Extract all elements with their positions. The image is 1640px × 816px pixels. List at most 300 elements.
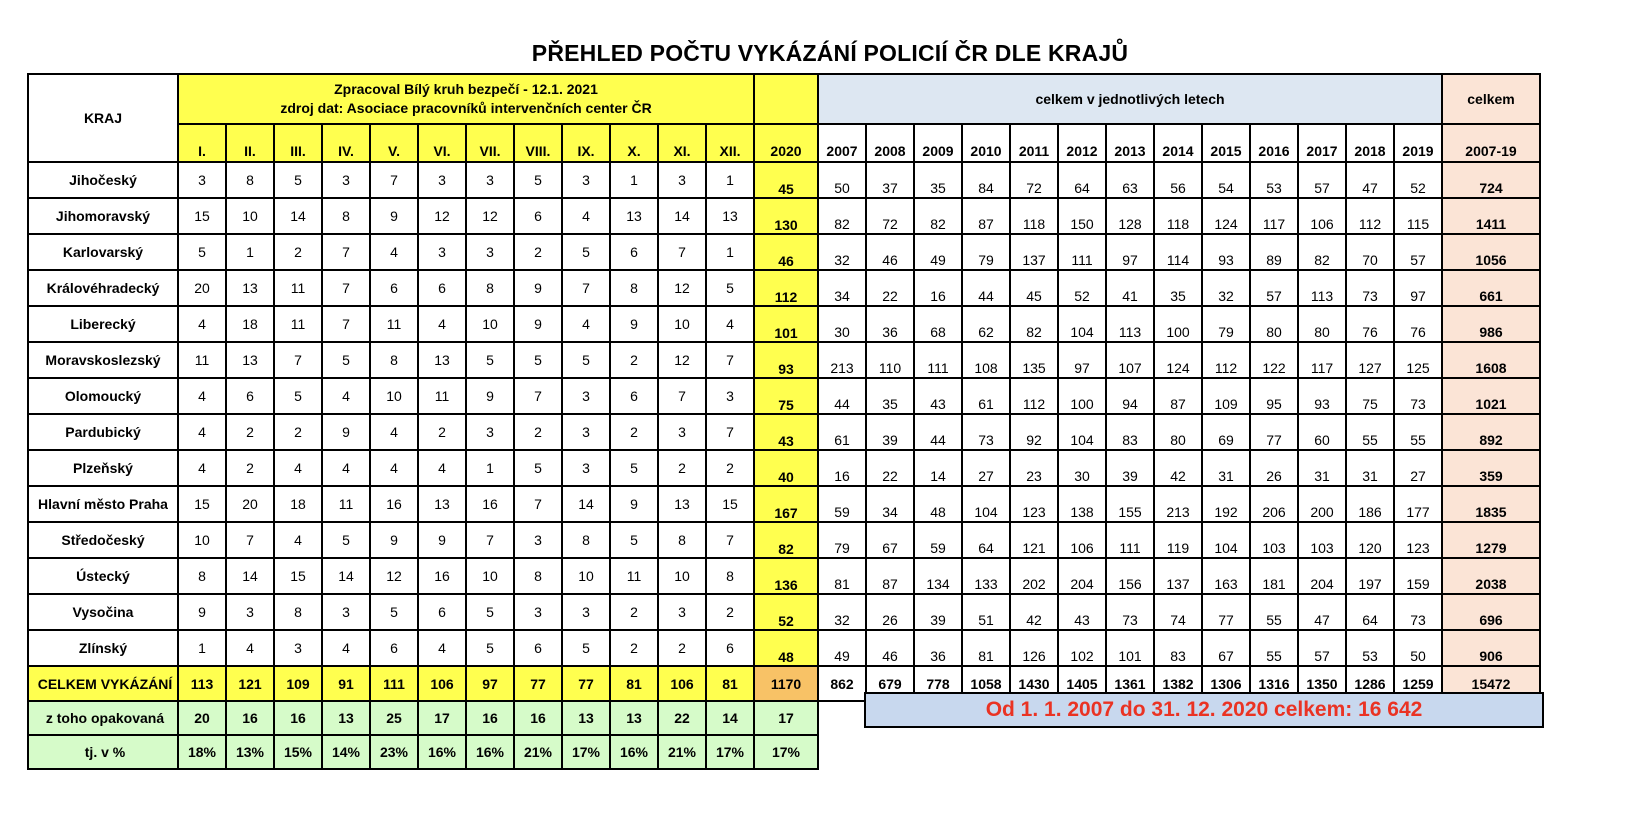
region-name: Středočeský: [28, 522, 178, 558]
year-header: 2017: [1298, 124, 1346, 162]
month-value: 5: [706, 270, 754, 306]
month-value: 5: [466, 594, 514, 630]
opakovana-month-value: 13: [322, 701, 370, 735]
month-value: 2: [610, 342, 658, 378]
month-value: 8: [658, 522, 706, 558]
year-header: 2014: [1154, 124, 1202, 162]
table-row: [28, 270, 1540, 306]
total-value: 359: [1442, 450, 1540, 486]
year-value: 119: [1154, 522, 1202, 558]
year-value: 97: [1058, 342, 1106, 378]
month-value: 3: [562, 594, 610, 630]
month-value: 1: [466, 450, 514, 486]
year-value: 128: [1106, 198, 1154, 234]
year-value: 50: [1394, 630, 1442, 666]
month-value: 3: [514, 594, 562, 630]
month-value: 4: [178, 378, 226, 414]
month-value: 12: [466, 198, 514, 234]
celkem-month-value: 91: [322, 666, 370, 701]
month-value: 11: [274, 306, 322, 342]
year-value: 102: [1058, 630, 1106, 666]
month-header: V.: [370, 124, 418, 162]
statistics-table: [27, 73, 1541, 770]
year-value: 89: [1250, 234, 1298, 270]
celkem-year-value: 1405: [1058, 666, 1106, 701]
procenta-row: [28, 735, 1540, 769]
years-group-header: celkem v jednotlivých letech: [818, 74, 1442, 124]
month-value: 2: [274, 234, 322, 270]
month-value: 9: [610, 306, 658, 342]
year-value: 204: [1298, 558, 1346, 594]
month-value: 5: [274, 378, 322, 414]
procenta-month-value: 16%: [610, 735, 658, 769]
celkem-2020-value: 1170: [754, 666, 818, 701]
opakovana-month-value: 13: [610, 701, 658, 735]
year-value: 49: [914, 234, 962, 270]
year-value: 73: [962, 414, 1010, 450]
month-value: 12: [658, 342, 706, 378]
month-value: 7: [322, 270, 370, 306]
year-value: 163: [1202, 558, 1250, 594]
year-2020-value: 43: [754, 414, 818, 450]
total-value: 986: [1442, 306, 1540, 342]
month-value: 3: [466, 414, 514, 450]
source-note: [178, 74, 754, 124]
month-value: 12: [658, 270, 706, 306]
month-value: 9: [322, 414, 370, 450]
opakovana-month-value: 16: [226, 701, 274, 735]
month-value: 4: [418, 306, 466, 342]
month-value: 8: [322, 198, 370, 234]
year-value: 77: [1202, 594, 1250, 630]
year-value: 138: [1058, 486, 1106, 522]
year-value: 79: [818, 522, 866, 558]
month-value: 14: [658, 198, 706, 234]
year-value: 35: [866, 378, 914, 414]
region-name: Karlovarský: [28, 234, 178, 270]
year-value: 61: [962, 378, 1010, 414]
year-value: 97: [1106, 234, 1154, 270]
year-value: 53: [1250, 162, 1298, 198]
month-header: VI.: [418, 124, 466, 162]
year-value: 82: [1298, 234, 1346, 270]
year-value: 43: [914, 378, 962, 414]
total-value: 696: [1442, 594, 1540, 630]
year-2020-value: 48: [754, 630, 818, 666]
year-value: 69: [1202, 414, 1250, 450]
procenta-month-value: 14%: [322, 735, 370, 769]
year-value: 79: [1202, 306, 1250, 342]
year-value: 57: [1394, 234, 1442, 270]
year-value: 155: [1106, 486, 1154, 522]
year-value: 186: [1346, 486, 1394, 522]
month-value: 3: [706, 378, 754, 414]
year-value: 123: [1010, 486, 1058, 522]
month-value: 2: [514, 234, 562, 270]
month-value: 8: [610, 270, 658, 306]
year-value: 106: [1298, 198, 1346, 234]
month-value: 9: [178, 594, 226, 630]
month-value: 11: [610, 558, 658, 594]
year-value: 42: [1010, 594, 1058, 630]
year-value: 192: [1202, 486, 1250, 522]
year-value: 61: [818, 414, 866, 450]
month-value: 1: [706, 162, 754, 198]
month-value: 6: [370, 270, 418, 306]
year-value: 45: [1010, 270, 1058, 306]
region-name: Jihomoravský: [28, 198, 178, 234]
month-value: 10: [370, 378, 418, 414]
year-value: 32: [818, 594, 866, 630]
celkem-month-value: 77: [514, 666, 562, 701]
year-2020-value: 136: [754, 558, 818, 594]
opakovana-month-value: 16: [466, 701, 514, 735]
year-value: 31: [1202, 450, 1250, 486]
month-value: 5: [178, 234, 226, 270]
year-value: 36: [866, 306, 914, 342]
procenta-month-value: 16%: [466, 735, 514, 769]
month-value: 7: [706, 414, 754, 450]
celkem-year-value: 1286: [1346, 666, 1394, 701]
month-value: 2: [706, 594, 754, 630]
celkem-month-value: 81: [706, 666, 754, 701]
region-name: Vysočina: [28, 594, 178, 630]
year-value: 54: [1202, 162, 1250, 198]
year-value: 39: [866, 414, 914, 450]
year-value: 200: [1298, 486, 1346, 522]
year-value: 51: [962, 594, 1010, 630]
year-value: 72: [866, 198, 914, 234]
month-value: 7: [706, 522, 754, 558]
month-value: 20: [178, 270, 226, 306]
year-value: 53: [1346, 630, 1394, 666]
year-value: 93: [1202, 234, 1250, 270]
year-value: 63: [1106, 162, 1154, 198]
year-value: 55: [1394, 414, 1442, 450]
month-value: 1: [610, 162, 658, 198]
month-header: VII.: [466, 124, 514, 162]
year-value: 64: [1058, 162, 1106, 198]
year-value: 43: [1058, 594, 1106, 630]
year-value: 112: [1010, 378, 1058, 414]
table-row: [28, 198, 1540, 234]
total-value: 1835: [1442, 486, 1540, 522]
month-value: 20: [226, 486, 274, 522]
month-header: VIII.: [514, 124, 562, 162]
month-value: 2: [226, 414, 274, 450]
opakovana-month-value: 13: [562, 701, 610, 735]
procenta-month-value: 15%: [274, 735, 322, 769]
year-value: 117: [1250, 198, 1298, 234]
opakovana-label: z toho opakovaná: [28, 701, 178, 735]
procenta-month-value: 17%: [562, 735, 610, 769]
year-2020-value: 40: [754, 450, 818, 486]
month-header: XII.: [706, 124, 754, 162]
month-value: 1: [226, 234, 274, 270]
month-value: 8: [514, 558, 562, 594]
month-value: 14: [274, 198, 322, 234]
year-value: 55: [1346, 414, 1394, 450]
year-value: 104: [1058, 306, 1106, 342]
region-name: Moravskoslezský: [28, 342, 178, 378]
month-value: 11: [322, 486, 370, 522]
year-value: 52: [1394, 162, 1442, 198]
month-value: 9: [370, 198, 418, 234]
total-value: 892: [1442, 414, 1540, 450]
year-value: 82: [818, 198, 866, 234]
month-value: 15: [274, 558, 322, 594]
table-row: [28, 558, 1540, 594]
table-row: [28, 414, 1540, 450]
year-value: 67: [866, 522, 914, 558]
total-value: 1411: [1442, 198, 1540, 234]
year-value: 50: [818, 162, 866, 198]
region-name: Královéhradecký: [28, 270, 178, 306]
month-value: 4: [178, 450, 226, 486]
month-value: 3: [658, 414, 706, 450]
year-value: 94: [1106, 378, 1154, 414]
year-value: 150: [1058, 198, 1106, 234]
procenta-label: tj. v %: [28, 735, 178, 769]
month-value: 16: [466, 486, 514, 522]
procenta-month-value: 16%: [418, 735, 466, 769]
month-value: 9: [514, 270, 562, 306]
year-value: 46: [866, 630, 914, 666]
month-value: 1: [178, 630, 226, 666]
year-value: 181: [1250, 558, 1298, 594]
year-value: 159: [1394, 558, 1442, 594]
year-value: 37: [866, 162, 914, 198]
month-value: 3: [658, 594, 706, 630]
year-value: 115: [1394, 198, 1442, 234]
year-2020-header: 2020: [754, 124, 818, 162]
month-value: 5: [562, 342, 610, 378]
year-value: 36: [914, 630, 962, 666]
year-value: 27: [1394, 450, 1442, 486]
celkem-year-value: 1259: [1394, 666, 1442, 701]
total-range-header: 2007-19: [1442, 124, 1540, 162]
celkem-year-value: 1350: [1298, 666, 1346, 701]
year-value: 137: [1154, 558, 1202, 594]
table-row: [28, 162, 1540, 198]
region-name: Hlavní město Praha: [28, 486, 178, 522]
month-value: 8: [178, 558, 226, 594]
year-value: 16: [914, 270, 962, 306]
region-name: Ústecký: [28, 558, 178, 594]
month-header: IV.: [322, 124, 370, 162]
year-value: 55: [1250, 630, 1298, 666]
year-value: 82: [1010, 306, 1058, 342]
year-value: 60: [1298, 414, 1346, 450]
year-value: 31: [1298, 450, 1346, 486]
month-value: 10: [466, 306, 514, 342]
year-value: 108: [962, 342, 1010, 378]
celkem-month-value: 109: [274, 666, 322, 701]
region-name: Pardubický: [28, 414, 178, 450]
year-value: 59: [914, 522, 962, 558]
total-value: 1279: [1442, 522, 1540, 558]
celkem-month-value: 111: [370, 666, 418, 701]
month-value: 4: [322, 450, 370, 486]
year-value: 57: [1250, 270, 1298, 306]
year-value: 103: [1298, 522, 1346, 558]
year-value: 104: [1202, 522, 1250, 558]
month-value: 7: [514, 378, 562, 414]
month-value: 4: [178, 306, 226, 342]
year-value: 41: [1106, 270, 1154, 306]
month-value: 13: [418, 486, 466, 522]
month-value: 11: [370, 306, 418, 342]
celkem-month-value: 106: [658, 666, 706, 701]
procenta-month-value: 21%: [514, 735, 562, 769]
month-value: 3: [658, 162, 706, 198]
month-value: 4: [706, 306, 754, 342]
month-value: 18: [226, 306, 274, 342]
month-value: 6: [418, 594, 466, 630]
year-2020-value: 130: [754, 198, 818, 234]
year-value: 72: [1010, 162, 1058, 198]
year-value: 49: [818, 630, 866, 666]
month-value: 5: [466, 630, 514, 666]
year-value: 197: [1346, 558, 1394, 594]
celkem-year-value: 1058: [962, 666, 1010, 701]
month-header: I.: [178, 124, 226, 162]
table-row: [28, 486, 1540, 522]
year-value: 76: [1346, 306, 1394, 342]
month-value: 10: [658, 558, 706, 594]
year-value: 23: [1010, 450, 1058, 486]
month-value: 4: [274, 450, 322, 486]
procenta-month-value: 18%: [178, 735, 226, 769]
month-value: 4: [562, 198, 610, 234]
month-value: 14: [562, 486, 610, 522]
year-value: 34: [866, 486, 914, 522]
month-value: 4: [226, 630, 274, 666]
year-value: 57: [1298, 162, 1346, 198]
year-value: 76: [1394, 306, 1442, 342]
month-value: 3: [514, 522, 562, 558]
month-value: 18: [274, 486, 322, 522]
year-2020-value: 93: [754, 342, 818, 378]
year-header: 2009: [914, 124, 962, 162]
total-value: 1056: [1442, 234, 1540, 270]
year-value: 124: [1202, 198, 1250, 234]
month-value: 5: [514, 450, 562, 486]
year-value: 32: [1202, 270, 1250, 306]
month-value: 3: [562, 162, 610, 198]
region-name: Plzeňský: [28, 450, 178, 486]
month-header: X.: [610, 124, 658, 162]
month-value: 7: [322, 306, 370, 342]
month-value: 8: [706, 558, 754, 594]
year-value: 87: [1154, 378, 1202, 414]
month-header: III.: [274, 124, 322, 162]
year-header: 2018: [1346, 124, 1394, 162]
year-2020-value: 52: [754, 594, 818, 630]
opakovana-month-value: 16: [274, 701, 322, 735]
month-value: 6: [514, 630, 562, 666]
year-value: 44: [818, 378, 866, 414]
month-value: 15: [178, 486, 226, 522]
month-value: 3: [562, 378, 610, 414]
month-value: 6: [418, 270, 466, 306]
year-value: 104: [1058, 414, 1106, 450]
celkem-month-value: 121: [226, 666, 274, 701]
year-value: 127: [1346, 342, 1394, 378]
year-value: 112: [1202, 342, 1250, 378]
table-row: [28, 342, 1540, 378]
year-value: 100: [1154, 306, 1202, 342]
year-value: 206: [1250, 486, 1298, 522]
year-value: 47: [1298, 594, 1346, 630]
year-value: 64: [1346, 594, 1394, 630]
year-value: 156: [1106, 558, 1154, 594]
region-name: Liberecký: [28, 306, 178, 342]
month-value: 7: [658, 378, 706, 414]
year-value: 110: [866, 342, 914, 378]
total-value: 724: [1442, 162, 1540, 198]
month-value: 7: [274, 342, 322, 378]
source-note-line1: Zpracoval Bílý kruh bezpečí - 12.1. 2021: [334, 81, 598, 97]
year-value: 97: [1394, 270, 1442, 306]
table-row: [28, 450, 1540, 486]
empty-area: [818, 735, 1540, 769]
year-value: 125: [1394, 342, 1442, 378]
year-value: 113: [1298, 270, 1346, 306]
year-value: 67: [1202, 630, 1250, 666]
year-value: 68: [914, 306, 962, 342]
month-value: 4: [322, 630, 370, 666]
year-value: 87: [866, 558, 914, 594]
year-header: 2016: [1250, 124, 1298, 162]
summary-box: Od 1. 1. 2007 do 31. 12. 2020 celkem: 16 642: [864, 692, 1544, 728]
year-value: 77: [1250, 414, 1298, 450]
region-name: Zlínský: [28, 630, 178, 666]
year-value: 100: [1058, 378, 1106, 414]
year-value: 73: [1394, 594, 1442, 630]
year-2020-header-top: [754, 74, 818, 124]
year-value: 112: [1346, 198, 1394, 234]
year-value: 48: [914, 486, 962, 522]
year-value: 64: [962, 522, 1010, 558]
celkem-year-value: 778: [914, 666, 962, 701]
month-value: 3: [322, 594, 370, 630]
total-value: 1608: [1442, 342, 1540, 378]
month-value: 7: [658, 234, 706, 270]
month-value: 8: [226, 162, 274, 198]
year-value: 213: [818, 342, 866, 378]
year-value: 104: [962, 486, 1010, 522]
month-value: 2: [706, 450, 754, 486]
month-value: 13: [418, 342, 466, 378]
opakovana-month-value: 16: [514, 701, 562, 735]
year-value: 126: [1010, 630, 1058, 666]
year-value: 118: [1010, 198, 1058, 234]
table-row: [28, 630, 1540, 666]
table-row: [28, 306, 1540, 342]
year-value: 80: [1250, 306, 1298, 342]
year-value: 32: [818, 234, 866, 270]
year-value: 113: [1106, 306, 1154, 342]
celkem-year-value: 1306: [1202, 666, 1250, 701]
month-value: 3: [274, 630, 322, 666]
celkem-month-value: 113: [178, 666, 226, 701]
month-value: 11: [418, 378, 466, 414]
month-value: 3: [466, 162, 514, 198]
month-value: 5: [514, 342, 562, 378]
year-value: 46: [866, 234, 914, 270]
month-value: 9: [370, 522, 418, 558]
